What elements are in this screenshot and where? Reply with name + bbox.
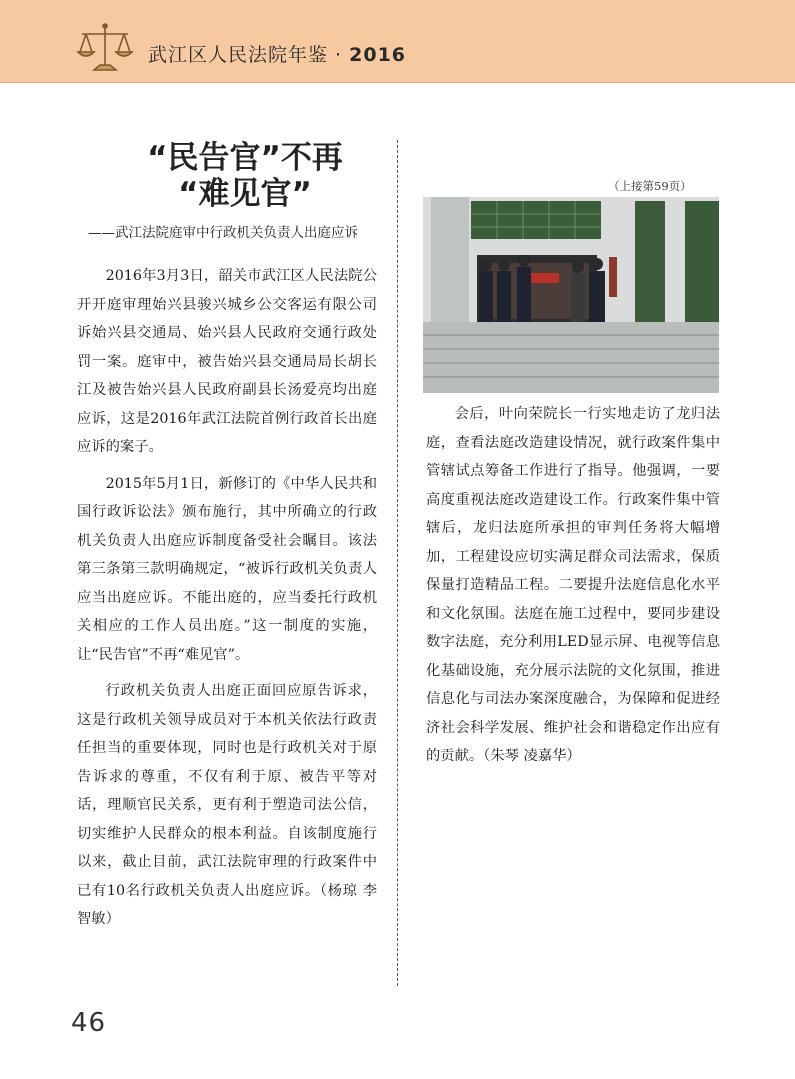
title-separator: · (328, 44, 350, 66)
paragraph: 2015年5月1日，新修订的《中华人民共和国行政诉讼法》颁布施行，其中所确立的行政机关负责人出庭应诉制度备受社会瞩目。该法第三条第三款明确规定，“被诉行政机关负责人应当出庭应诉。不能出庭的，应当委托行政机关相应的工作人员出庭。”这一制度的实施，让“民告官”不再“难见官”。 (77, 475, 377, 663)
page-number: 46 (71, 1008, 107, 1038)
paragraph: 会后，叶向荣院长一行实地走访了龙归法庭，查看法庭改造建设情况，就行政案件集中管辖试点筹备工作进行了指导。他强调，一要高度重视法庭改造建设工作。行政案件集中管辖后，龙归法庭所承担的审判任务将大幅增加，工程建设应切实满足群众司法需求，保质保量打造精品工程。二要提升法庭信息化水平和文化氛围。法庭在施工过程中，要同步建设数字法庭，充分利用LED显示屏、电视等信息化基础设施，充分展示法院的文化氛围，推进信息化与司法办案深度融合，为保障和促进经济社会科学发展、维护社会和谐稳定作出应有的贡献。（朱琴 凌嘉华） (426, 406, 720, 764)
book-title: 武江区人民法院年鉴 (148, 44, 329, 66)
paragraph: 行政机关负责人出庭正面回应原告诉求，这是行政机关领导成员对于本机关依法行政责任担当的重要体现，同时也是行政机关对于原告诉求的尊重，不仅有利于原、被告平等对话，理顺官民关系，更有利于塑造司法公信，切实维护人民群众的根本利益。自该制度施行以来，截止目前，武江法院审理的行政案件中已有10名行政机关负责人出庭应诉。（杨琼 李智敏） (77, 683, 377, 927)
header-year: 2016 (349, 44, 407, 66)
yearbook-header-title (148, 40, 406, 67)
article-title-line-1: “民告官”不再 (147, 140, 343, 176)
header-band (0, 0, 795, 83)
court-building-photo (423, 197, 719, 393)
continued-note: （上接第59页） (608, 179, 692, 193)
article-subtitle: ——武江法院庭审中行政机关负责人出庭应诉 (88, 225, 358, 241)
right-column (426, 400, 720, 771)
left-column (77, 262, 377, 934)
paragraph: 2016年3月3日，韶关市武江区人民法院公开开庭审理始兴县骏兴城乡公交客运有限公司诉始兴县交通局、始兴县人民政府交通行政处罚一案。庭审中，被告始兴县交通局局长胡长江及被告始兴县人民政府副县长汤爱亮均出庭应诉，这是2016年武江法院首例行政首长出庭应诉的案子。 (77, 268, 377, 455)
column-divider (397, 140, 398, 986)
scales-of-justice-icon (76, 22, 134, 74)
article-title-line-2: “难见官” (178, 176, 312, 212)
article-title (80, 140, 410, 212)
